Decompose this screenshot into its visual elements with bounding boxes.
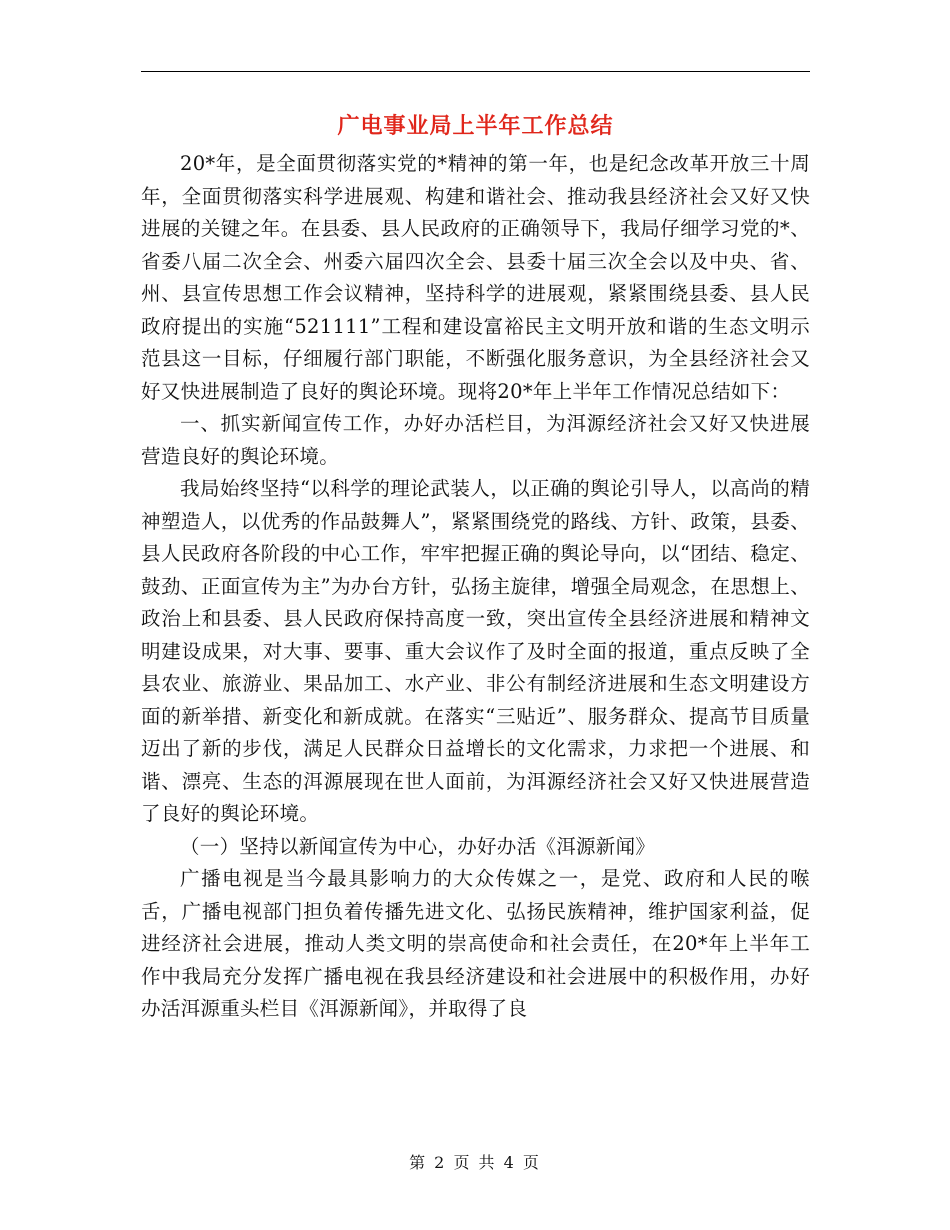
paragraph-broadcast: 广播电视是当今最具影响力的大众传媒之一，是党、政府和人民的喉舌，广播电视部门担负着传播先进文化、弘扬民族精神，维护国家利益，促进经济社会进展，推动人类文明的崇高使命和社会责任，在20*年上半年工作中我局充分发挥广播电视在我县经济建设和社会进展中的积极作用，办好办活洱源重头栏目《洱源新闻》，并取得了良 xyxy=(141,867,810,1020)
header-rule xyxy=(141,71,810,72)
paragraph-intro: 20*年，是全面贯彻落实党的*精神的第一年，也是纪念改革开放三十周年，全面贯彻落实科学进展观、构建和谐社会、推动我县经济社会又好又快进展的关键之年。在县委、县人民政府的正确领导下，我局仔细学习党的*、省委八届二次全会、州委六届四次全会、县委十届三次全会以及中央、省、州、县宣传思想工作会议精神，坚持科学的进展观，紧紧围绕县委、县人民政府提出的实施“521111”工程和建设富裕民主文明开放和谐的生态文明示范县这一目标，仔细履行部门职能，不断强化服务意识，为全县经济社会又好又快进展制造了良好的舆论环境。现将20*年上半年工作情况总结如下： xyxy=(141,152,810,403)
document-title: 广电事业局上半年工作总结 xyxy=(337,113,614,139)
document-body xyxy=(141,148,810,1026)
section-heading-1: 一、抓实新闻宣传工作，办好办活栏目，为洱源经济社会又好又快进展营造良好的舆论环境。 xyxy=(141,412,810,468)
paragraph-news-work: 我局始终坚持“以科学的理论武装人，以正确的舆论引导人，以高尚的精神塑造人，以优秀的作品鼓舞人”，紧紧围绕党的路线、方针、政策，县委、县人民政府各阶段的中心工作，牢牢把握正确的舆论导向，以“团结、稳定、鼓劲、正面宣传为主”为办台方针，弘扬主旋律，增强全局观念，在思想上、政治上和县委、县人民政府保持高度一致，突出宣传全县经济进展和精神文明建设成果，对大事、要事、重大会议作了及时全面的报道，重点反映了全县农业、旅游业、果品加工、水产业、非公有制经济进展和生态文明建设方面的新举措、新变化和新成就。在落实“三贴近”、服务群众、提高节目质量迈出了新的步伐，满足人民群众日益增长的文化需求，力求把一个进展、和谐、漂亮、生态的洱源展现在世人面前，为洱源经济社会又好又快进展营造了良好的舆论环境。 xyxy=(141,477,810,825)
subsection-heading-1: （一）坚持以新闻宣传为中心，办好办活《洱源新闻》 xyxy=(180,834,656,858)
page-number: 第 2 页 共 4 页 xyxy=(409,1153,541,1172)
